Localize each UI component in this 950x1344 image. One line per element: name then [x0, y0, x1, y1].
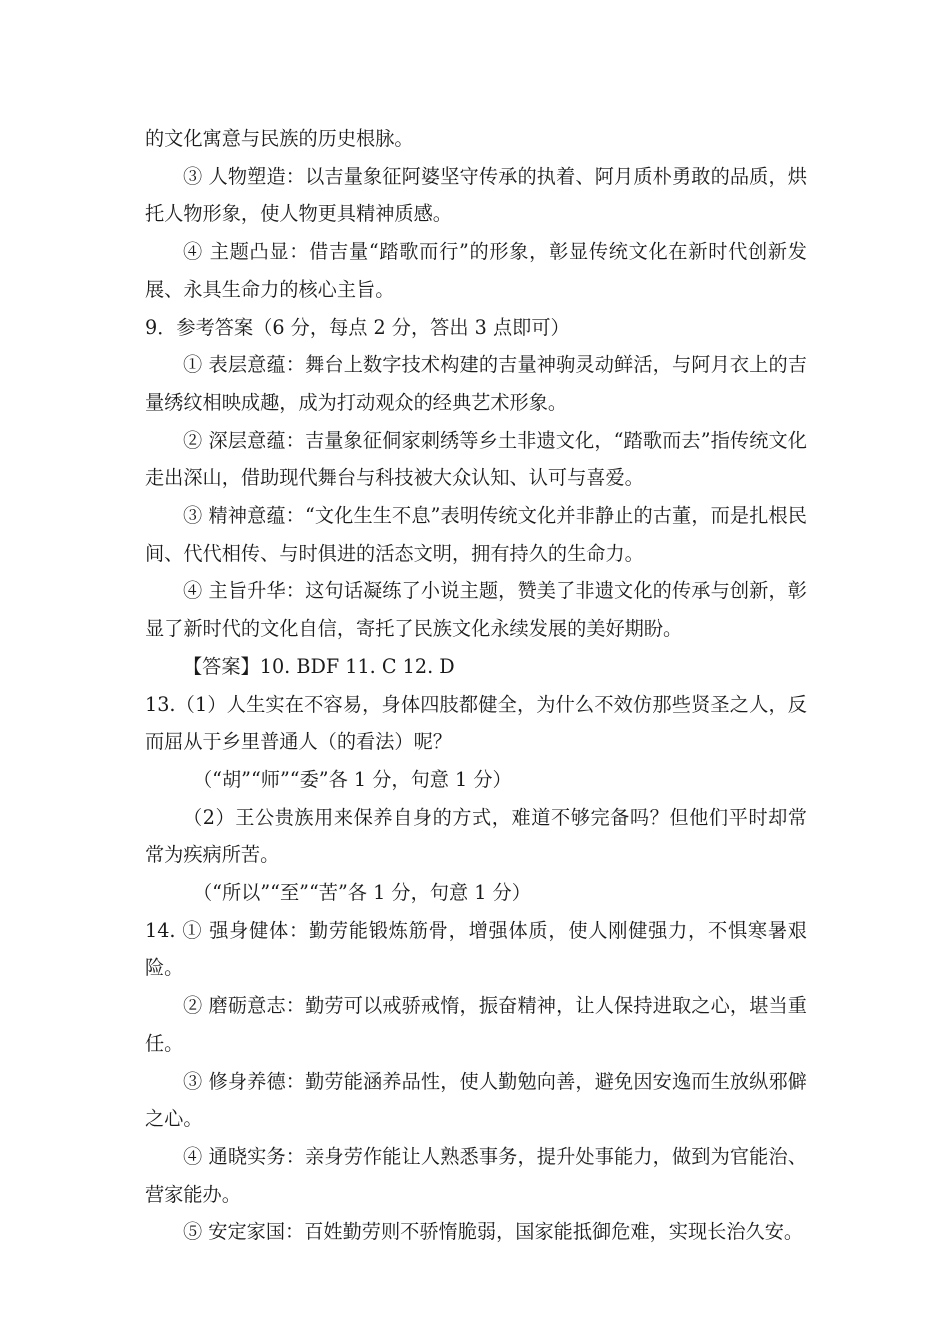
- question-13-part-2: （2）王公贵族用来保养自身的方式，难道不够完备吗？但他们平时却常常为疾病所苦。: [145, 805, 807, 867]
- paragraph-text: ② 磨砺意志：勤劳可以戒骄戒惰，振奋精神，让人保持进取之心，堪当重任。: [145, 994, 807, 1055]
- paragraph-text: ③ 精神意蕴：“文化生生不息”表明传统文化并非静止的古董，而是扎根民间、代代相传、与时俱进的活态文明，拥有持久的生命力。: [145, 504, 807, 565]
- question-13-part-1: 13.（1）人生实在不容易，身体四肢都健全，为什么不效仿那些贤圣之人，反而屈从于乡里普通人（的看法）呢？: [145, 692, 807, 754]
- paragraph-text: ④ 主题凸显：借吉量“踏歌而行”的形象，彰显传统文化在新时代创新发展、永具生命力的核心主旨。: [145, 240, 807, 301]
- paragraph-text: ① 表层意蕴：舞台上数字技术构建的吉量神驹灵动鲜活，与阿月衣上的吉量绣纹相映成趣，成为打动观众的经典艺术形象。: [145, 353, 807, 414]
- question-14-heading: 14. ① 强身健体：勤劳能锻炼筋骨，增强体质，使人刚健强力，不惧寒暑艰险。: [145, 918, 807, 980]
- paragraph-text: 的文化寓意与民族的历史根脉。: [145, 127, 414, 150]
- answer-key-line: 【答案】10. BDF 11. C 12. D: [183, 654, 455, 678]
- paragraph-text: ④ 通晓实务：亲身劳作能让人熟悉事务，提升处事能力，做到为官能治、营家能办。: [145, 1144, 807, 1206]
- paragraph-text: ③ 人物塑造：以吉量象征阿婆坚守传承的执着、阿月质朴勇敢的品质，烘托人物形象，使人物更具精神质感。: [145, 164, 807, 226]
- paragraph-text: ② 深层意蕴：吉量象征侗家刺绣等乡土非遗文化，“踏歌而去”指传统文化走出深山，借助现代舞台与科技被大众认知、认可与喜爱。: [145, 428, 807, 490]
- scoring-note: （“所以”“至”“苦”各 1 分，句意 1 分）: [193, 881, 531, 905]
- scoring-note: （“胡”“师”“委”各 1 分，句意 1 分）: [193, 767, 512, 791]
- paragraph-text: ③ 修身养德：勤劳能涵养品性，使人勤勉向善，避免因安逸而生放纵邪僻之心。: [145, 1069, 807, 1131]
- paragraph-text: ④ 主旨升华：这句话凝练了小说主题，赞美了非遗文化的传承与创新，彰显了新时代的文化自信，寄托了民族文化永续发展的美好期盼。: [145, 579, 807, 641]
- paragraph-text: ⑤ 安定家国：百姓勤劳则不骄惰脆弱，国家能抵御危难，实现长治久安。: [183, 1220, 804, 1244]
- question-9-heading: 9．参考答案（6 分，每点 2 分，答出 3 点即可）: [145, 315, 570, 339]
- document-body: [145, 120, 807, 1251]
